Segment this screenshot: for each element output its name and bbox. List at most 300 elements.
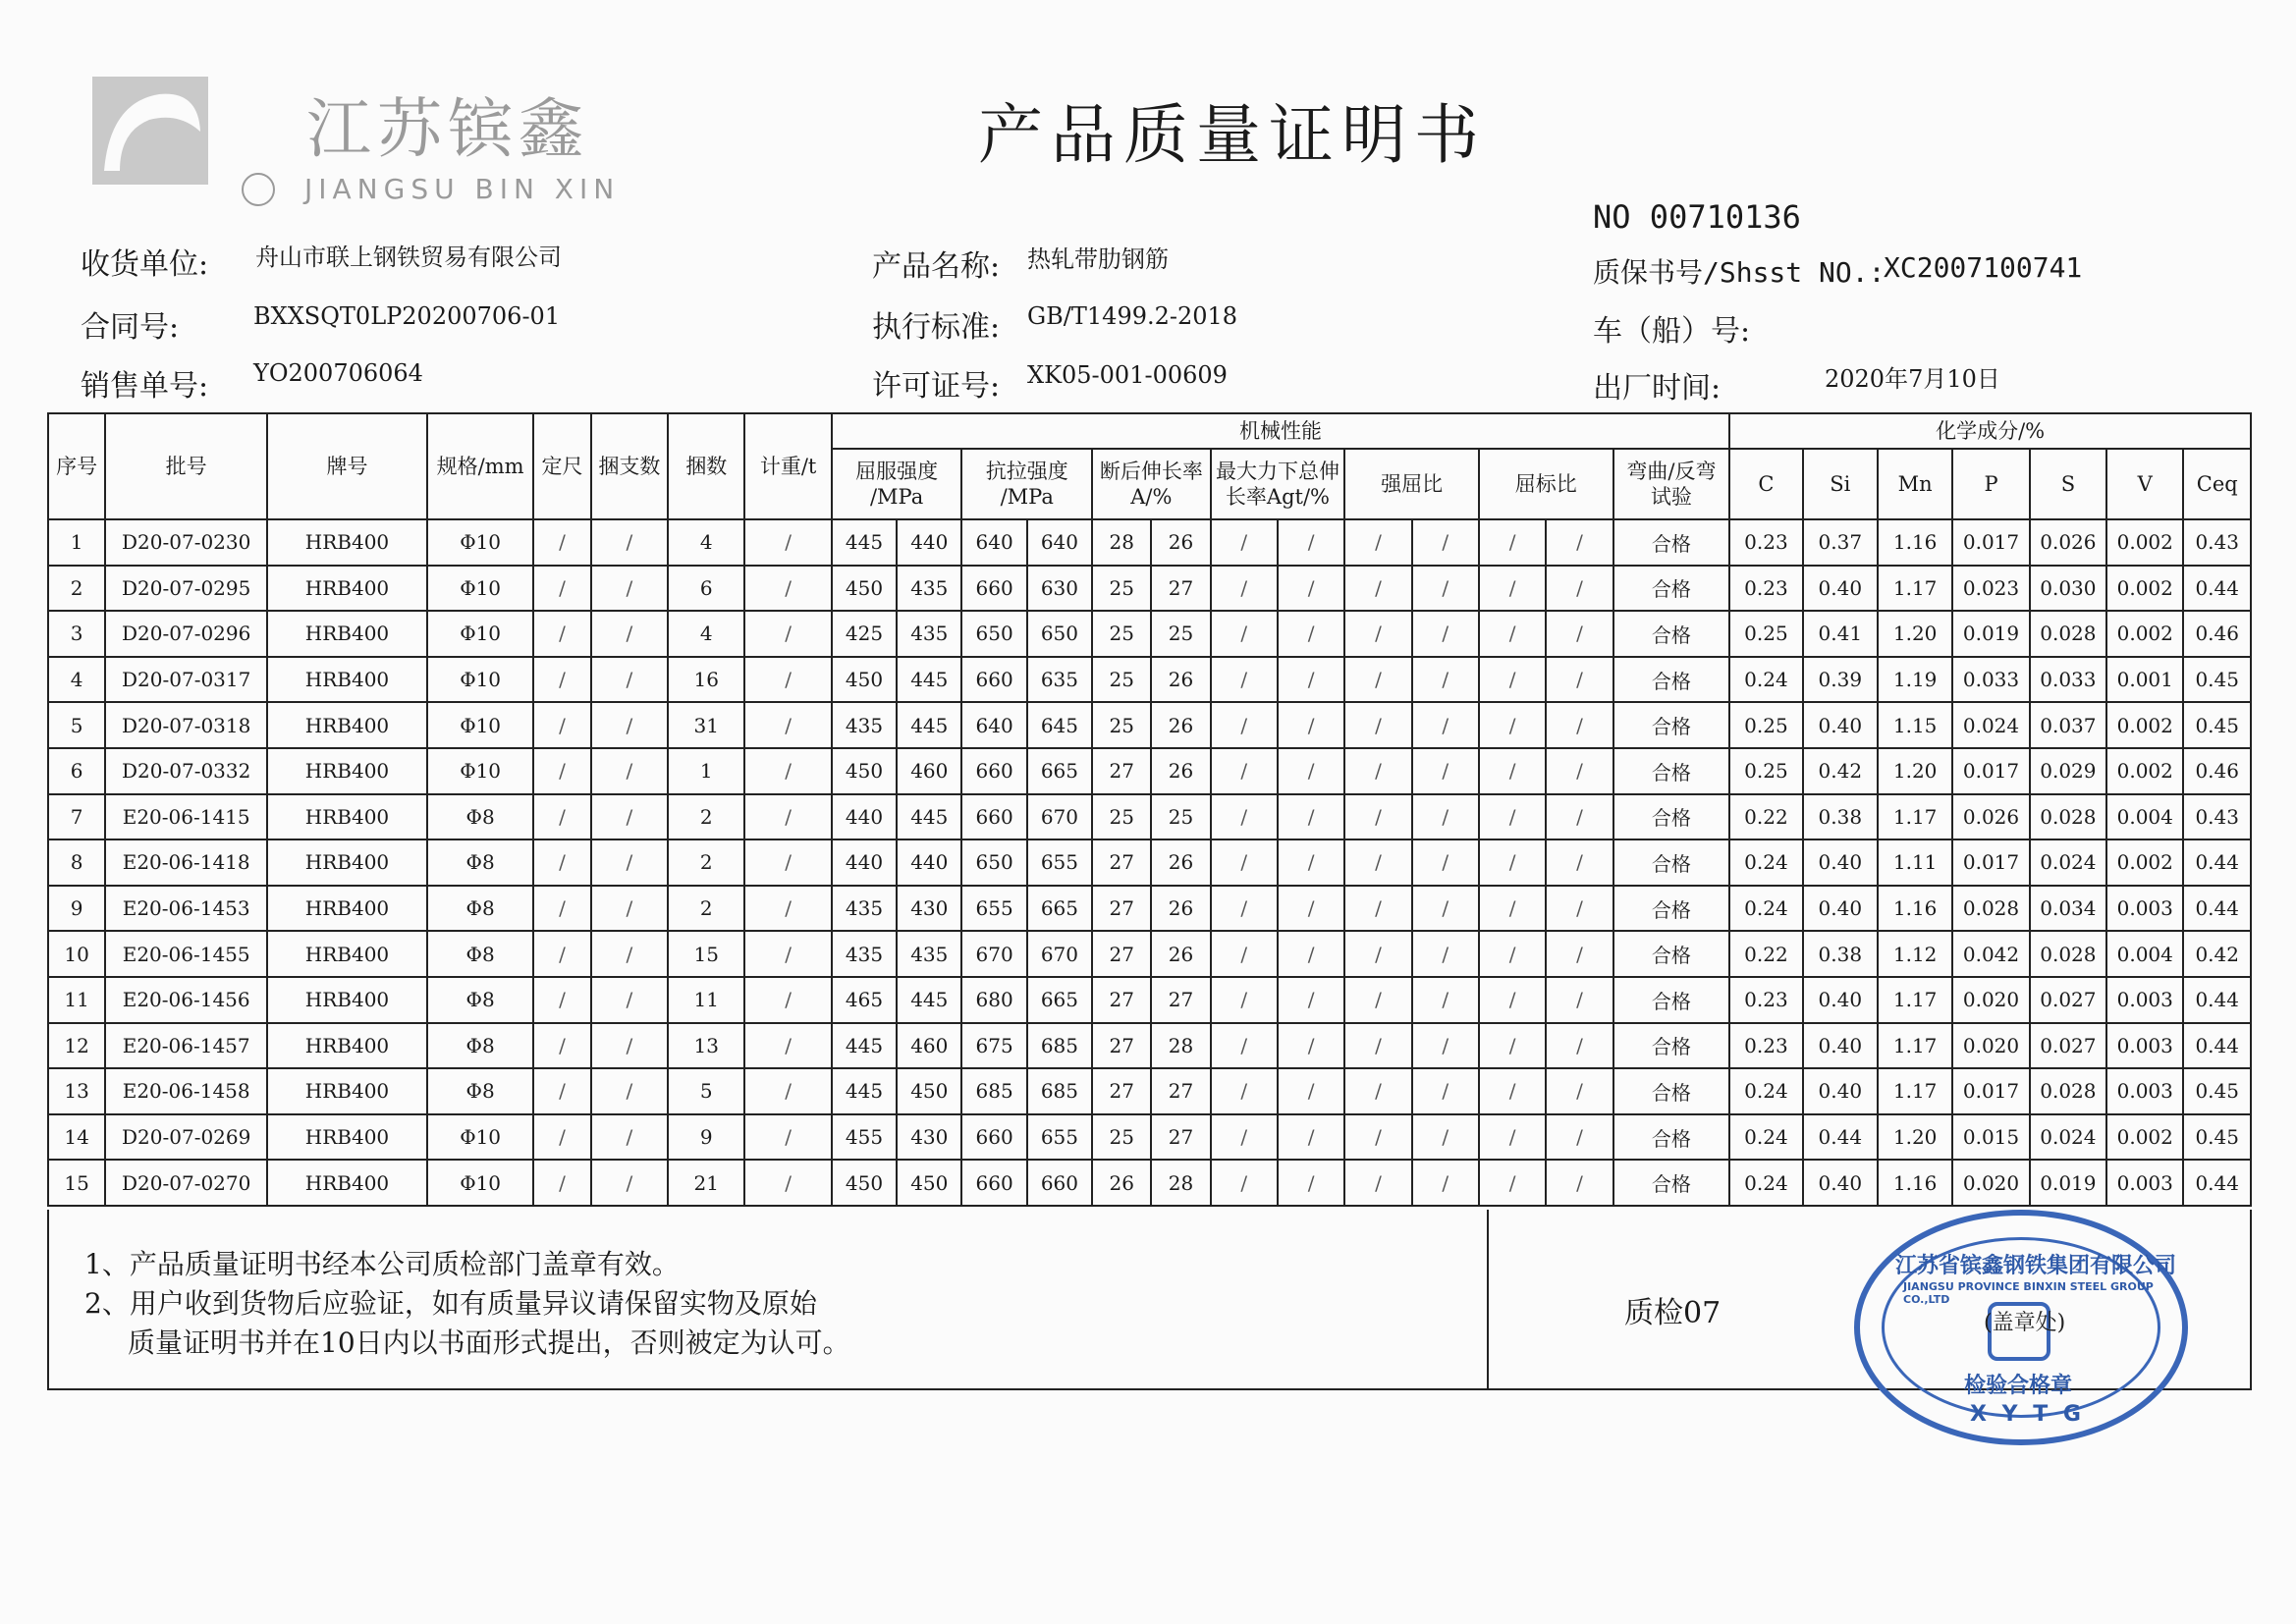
row-elongation-1: 28 [1092,519,1151,566]
note-line-2: 2、用户收到货物后应验证，如有质量异议请保留实物及原始 [84,1287,817,1320]
row-yield-ratio-1: / [1479,611,1546,657]
contract-label: 合同号: [81,310,180,345]
row-elongation-2: 28 [1151,1160,1210,1206]
row-elongation-2: 26 [1151,519,1210,566]
row-grade: HRB400 [267,1114,427,1161]
row-weight: / [744,886,831,932]
row-c: 0.23 [1729,519,1802,566]
row-strength-ratio-2: / [1412,931,1479,977]
row-strength-ratio-2: / [1412,1160,1479,1206]
row-s: 0.024 [2030,839,2106,886]
row-v: 0.002 [2106,1114,2183,1161]
row-tensile-1: 680 [961,977,1026,1023]
row-yield-ratio-1: / [1479,931,1546,977]
row-elongation-2: 27 [1151,566,1210,612]
row-spec: Φ8 [427,1023,534,1069]
standard-label: 执行标准: [872,310,1001,345]
notes-divider [1487,1210,1489,1388]
col-v: V [2106,449,2183,519]
row-c: 0.24 [1729,886,1802,932]
row-tensile-2: 670 [1027,794,1092,840]
row-seq: 1 [48,519,105,566]
row-s: 0.019 [2030,1160,2106,1206]
row-seq: 13 [48,1068,105,1114]
row-agt-2: / [1278,839,1344,886]
row-agt-1: / [1211,1068,1278,1114]
license-value: XK05-001-00609 [1027,361,1228,389]
row-v: 0.002 [2106,611,2183,657]
row-bundles: 5 [668,1068,744,1114]
row-strength-ratio-1: / [1344,839,1411,886]
row-yield-1: 450 [832,1160,897,1206]
row-v: 0.003 [2106,1160,2183,1206]
row-elongation-1: 27 [1092,839,1151,886]
row-si: 0.42 [1803,748,1878,794]
row-yield-ratio-1: / [1479,657,1546,703]
row-weight: / [744,977,831,1023]
row-bundles: 2 [668,886,744,932]
row-fixed-length: / [533,839,590,886]
row-v: 0.001 [2106,657,2183,703]
logo-circle-icon [242,173,275,206]
row-yield-2: 450 [897,1160,961,1206]
row-weight: / [744,519,831,566]
product-value: 热轧带肋钢筋 [1027,245,1169,273]
row-bend: 合格 [1613,886,1730,932]
row-bundle-pcs: / [591,1023,668,1069]
row-elongation-1: 25 [1092,566,1151,612]
row-si: 0.38 [1803,794,1878,840]
col-batch: 批号 [105,413,267,519]
row-mn: 1.17 [1878,794,1952,840]
row-si: 0.40 [1803,977,1878,1023]
shsst-label: 质保书号/Shsst NO.: [1593,256,1886,289]
table-row [48,566,2251,612]
row-fixed-length: / [533,931,590,977]
row-elongation-1: 25 [1092,611,1151,657]
row-yield-2: 440 [897,839,961,886]
note-line-3: 质量证明书并在10日内以书面形式提出，否则被定为认可。 [128,1326,850,1359]
row-strength-ratio-2: / [1412,839,1479,886]
row-batch: E20-06-1415 [105,794,267,840]
row-grade: HRB400 [267,748,427,794]
row-mn: 1.15 [1878,702,1952,748]
table-row [48,657,2251,703]
row-si: 0.38 [1803,931,1878,977]
row-tensile-2: 650 [1027,611,1092,657]
row-elongation-1: 27 [1092,886,1151,932]
row-yield-ratio-2: / [1546,931,1613,977]
row-spec: Φ10 [427,519,534,566]
receiver-label: 收货单位: [81,247,209,282]
table-row [48,886,2251,932]
row-grade: HRB400 [267,611,427,657]
row-yield-ratio-1: / [1479,886,1546,932]
row-bend: 合格 [1613,519,1730,566]
col-ceq: Ceq [2183,449,2251,519]
row-p: 0.033 [1952,657,2029,703]
row-agt-1: / [1211,977,1278,1023]
row-p: 0.015 [1952,1114,2029,1161]
contract-value: BXXSQT0LP20200706-01 [253,302,561,330]
row-seq: 7 [48,794,105,840]
row-bundles: 13 [668,1023,744,1069]
table-row [48,839,2251,886]
row-elongation-2: 26 [1151,748,1210,794]
row-batch: D20-07-0295 [105,566,267,612]
row-bend: 合格 [1613,657,1730,703]
col-tensile: 抗拉强度 /MPa [961,449,1092,519]
row-yield-1: 435 [832,702,897,748]
row-weight: / [744,611,831,657]
row-weight: / [744,702,831,748]
row-yield-2: 435 [897,611,961,657]
row-tensile-2: 660 [1027,1160,1092,1206]
row-bundle-pcs: / [591,1160,668,1206]
row-elongation-2: 26 [1151,931,1210,977]
row-strength-ratio-1: / [1344,657,1411,703]
row-agt-2: / [1278,886,1344,932]
row-yield-2: 430 [897,886,961,932]
row-bundles: 31 [668,702,744,748]
col-agt: 最大力下总伸 长率Agt/% [1211,449,1345,519]
row-elongation-2: 27 [1151,977,1210,1023]
row-tensile-1: 640 [961,519,1026,566]
row-spec: Φ8 [427,977,534,1023]
row-bend: 合格 [1613,566,1730,612]
row-tensile-2: 655 [1027,1114,1092,1161]
date-label: 出厂时间: [1593,371,1722,406]
row-yield-ratio-2: / [1546,748,1613,794]
row-mn: 1.16 [1878,1160,1952,1206]
row-bundle-pcs: / [591,657,668,703]
row-bundle-pcs: / [591,977,668,1023]
row-batch: E20-06-1456 [105,977,267,1023]
row-tensile-1: 660 [961,794,1026,840]
row-yield-ratio-2: / [1546,566,1613,612]
table-row [48,611,2251,657]
row-seq: 3 [48,611,105,657]
row-p: 0.023 [1952,566,2029,612]
row-v: 0.003 [2106,977,2183,1023]
row-bundles: 21 [668,1160,744,1206]
row-ceq: 0.44 [2183,977,2251,1023]
row-bend: 合格 [1613,931,1730,977]
row-si: 0.41 [1803,611,1878,657]
row-c: 0.24 [1729,1114,1802,1161]
row-weight: / [744,566,831,612]
row-spec: Φ8 [427,1068,534,1114]
row-elongation-2: 26 [1151,886,1210,932]
row-fixed-length: / [533,886,590,932]
row-bundles: 2 [668,839,744,886]
row-bend: 合格 [1613,977,1730,1023]
row-spec: Φ8 [427,931,534,977]
row-yield-ratio-1: / [1479,977,1546,1023]
row-p: 0.017 [1952,519,2029,566]
row-mn: 1.20 [1878,1114,1952,1161]
row-tensile-2: 630 [1027,566,1092,612]
row-tensile-2: 685 [1027,1023,1092,1069]
row-strength-ratio-1: / [1344,519,1411,566]
row-bundles: 16 [668,657,744,703]
row-v: 0.003 [2106,1068,2183,1114]
license-label: 许可证号: [872,369,1001,404]
row-batch: D20-07-0317 [105,657,267,703]
row-tensile-2: 665 [1027,886,1092,932]
row-tensile-2: 635 [1027,657,1092,703]
row-spec: Φ8 [427,886,534,932]
row-si: 0.40 [1803,1023,1878,1069]
row-tensile-2: 670 [1027,931,1092,977]
row-elongation-2: 28 [1151,1023,1210,1069]
row-yield-ratio-2: / [1546,886,1613,932]
row-bundles: 4 [668,519,744,566]
table-row [48,748,2251,794]
row-bend: 合格 [1613,748,1730,794]
row-yield-ratio-1: / [1479,1114,1546,1161]
row-elongation-1: 25 [1092,702,1151,748]
row-tensile-1: 640 [961,702,1026,748]
row-c: 0.22 [1729,794,1802,840]
company-logo-mark [90,73,210,189]
row-tensile-1: 660 [961,566,1026,612]
row-weight: / [744,748,831,794]
row-agt-2: / [1278,1160,1344,1206]
row-fixed-length: / [533,1114,590,1161]
row-bend: 合格 [1613,611,1730,657]
row-mn: 1.20 [1878,611,1952,657]
row-yield-2: 440 [897,519,961,566]
row-si: 0.40 [1803,839,1878,886]
row-agt-1: / [1211,931,1278,977]
row-weight: / [744,1023,831,1069]
row-agt-2: / [1278,657,1344,703]
row-agt-2: / [1278,977,1344,1023]
row-elongation-1: 27 [1092,977,1151,1023]
row-spec: Φ10 [427,1114,534,1161]
row-yield-2: 460 [897,1023,961,1069]
row-yield-1: 450 [832,748,897,794]
row-seq: 14 [48,1114,105,1161]
table-row [48,1114,2251,1161]
row-fixed-length: / [533,519,590,566]
row-strength-ratio-1: / [1344,1114,1411,1161]
row-v: 0.002 [2106,839,2183,886]
row-elongation-1: 27 [1092,1068,1151,1114]
col-group-chemical: 化学成分/% [1729,413,2251,449]
row-yield-1: 445 [832,1023,897,1069]
row-bundles: 4 [668,611,744,657]
row-p: 0.017 [1952,1068,2029,1114]
row-agt-1: / [1211,839,1278,886]
row-agt-1: / [1211,519,1278,566]
row-agt-2: / [1278,1023,1344,1069]
row-agt-1: / [1211,748,1278,794]
row-elongation-2: 25 [1151,794,1210,840]
col-weight: 计重/t [744,413,831,519]
seal-en-text: JIANGSU PROVINCE BINXIN STEEL GROUP CO.,LTD [1903,1280,2154,1306]
row-yield-ratio-1: / [1479,1068,1546,1114]
row-s: 0.026 [2030,519,2106,566]
row-fixed-length: / [533,657,590,703]
row-spec: Φ10 [427,611,534,657]
row-c: 0.25 [1729,748,1802,794]
row-v: 0.002 [2106,519,2183,566]
row-p: 0.024 [1952,702,2029,748]
row-bend: 合格 [1613,1023,1730,1069]
row-spec: Φ8 [427,794,534,840]
row-yield-ratio-1: / [1479,748,1546,794]
table-row [48,519,2251,566]
row-agt-1: / [1211,1023,1278,1069]
row-seq: 6 [48,748,105,794]
row-s: 0.028 [2030,1068,2106,1114]
row-tensile-2: 640 [1027,519,1092,566]
row-spec: Φ10 [427,566,534,612]
row-yield-2: 435 [897,931,961,977]
row-s: 0.028 [2030,931,2106,977]
row-yield-ratio-2: / [1546,702,1613,748]
row-fixed-length: / [533,1023,590,1069]
row-si: 0.40 [1803,702,1878,748]
row-elongation-1: 25 [1092,794,1151,840]
row-tensile-2: 665 [1027,748,1092,794]
row-grade: HRB400 [267,1068,427,1114]
row-seq: 8 [48,839,105,886]
row-weight: / [744,931,831,977]
row-yield-2: 445 [897,977,961,1023]
row-c: 0.25 [1729,702,1802,748]
row-strength-ratio-1: / [1344,611,1411,657]
row-weight: / [744,657,831,703]
table-row [48,1160,2251,1206]
row-agt-2: / [1278,748,1344,794]
row-grade: HRB400 [267,1023,427,1069]
sales-no-label: 销售单号: [81,369,209,404]
row-c: 0.24 [1729,1068,1802,1114]
col-yield-ratio: 屈标比 [1479,449,1613,519]
col-seq: 序号 [48,413,105,519]
row-batch: D20-07-0318 [105,702,267,748]
row-mn: 1.16 [1878,519,1952,566]
row-s: 0.024 [2030,1114,2106,1161]
row-elongation-1: 26 [1092,1160,1151,1206]
row-grade: HRB400 [267,977,427,1023]
row-elongation-1: 27 [1092,1023,1151,1069]
row-yield-ratio-2: / [1546,839,1613,886]
row-bundle-pcs: / [591,931,668,977]
row-v: 0.004 [2106,794,2183,840]
row-weight: / [744,1160,831,1206]
table-row [48,977,2251,1023]
row-spec: Φ10 [427,748,534,794]
row-batch: E20-06-1455 [105,931,267,977]
row-s: 0.037 [2030,702,2106,748]
row-fixed-length: / [533,611,590,657]
row-mn: 1.12 [1878,931,1952,977]
row-mn: 1.11 [1878,839,1952,886]
row-yield-ratio-1: / [1479,794,1546,840]
row-yield-1: 445 [832,1068,897,1114]
row-fixed-length: / [533,794,590,840]
row-tensile-2: 645 [1027,702,1092,748]
row-tensile-1: 660 [961,1114,1026,1161]
row-strength-ratio-1: / [1344,1023,1411,1069]
row-ceq: 0.45 [2183,702,2251,748]
row-c: 0.25 [1729,611,1802,657]
row-fixed-length: / [533,566,590,612]
row-yield-ratio-1: / [1479,839,1546,886]
row-yield-ratio-2: / [1546,657,1613,703]
row-seq: 4 [48,657,105,703]
col-fixed-length: 定尺 [533,413,590,519]
row-batch: D20-07-0230 [105,519,267,566]
col-grade: 牌号 [267,413,427,519]
row-strength-ratio-1: / [1344,702,1411,748]
row-mn: 1.16 [1878,886,1952,932]
row-yield-1: 465 [832,977,897,1023]
row-strength-ratio-1: / [1344,566,1411,612]
row-v: 0.002 [2106,566,2183,612]
row-elongation-2: 25 [1151,611,1210,657]
row-si: 0.37 [1803,519,1878,566]
row-ceq: 0.44 [2183,1023,2251,1069]
row-c: 0.23 [1729,977,1802,1023]
row-strength-ratio-2: / [1412,1068,1479,1114]
row-p: 0.017 [1952,839,2029,886]
row-batch: E20-06-1458 [105,1068,267,1114]
row-seq: 9 [48,886,105,932]
row-elongation-1: 25 [1092,657,1151,703]
row-agt-2: / [1278,1114,1344,1161]
row-bundle-pcs: / [591,1068,668,1114]
row-yield-2: 460 [897,748,961,794]
row-seq: 10 [48,931,105,977]
col-bundles: 捆数 [668,413,744,519]
row-strength-ratio-1: / [1344,1160,1411,1206]
row-bundle-pcs: / [591,794,668,840]
row-strength-ratio-2: / [1412,657,1479,703]
row-v: 0.002 [2106,748,2183,794]
row-bundle-pcs: / [591,839,668,886]
date-value: 2020年7月10日 [1825,365,2000,393]
row-fixed-length: / [533,1160,590,1206]
row-grade: HRB400 [267,839,427,886]
standard-value: GB/T1499.2-2018 [1027,302,1238,330]
row-elongation-2: 26 [1151,702,1210,748]
row-grade: HRB400 [267,1160,427,1206]
row-yield-2: 445 [897,794,961,840]
row-spec: Φ10 [427,702,534,748]
row-tensile-1: 670 [961,931,1026,977]
row-yield-ratio-2: / [1546,519,1613,566]
row-tensile-1: 655 [961,886,1026,932]
row-weight: / [744,839,831,886]
row-yield-ratio-1: / [1479,566,1546,612]
row-yield-ratio-2: / [1546,794,1613,840]
row-agt-1: / [1211,1160,1278,1206]
row-ceq: 0.44 [2183,886,2251,932]
row-grade: HRB400 [267,931,427,977]
row-yield-2: 430 [897,1114,961,1161]
row-bundle-pcs: / [591,566,668,612]
row-agt-1: / [1211,702,1278,748]
row-bundle-pcs: / [591,748,668,794]
row-si: 0.44 [1803,1114,1878,1161]
table-row [48,931,2251,977]
row-bend: 合格 [1613,1068,1730,1114]
